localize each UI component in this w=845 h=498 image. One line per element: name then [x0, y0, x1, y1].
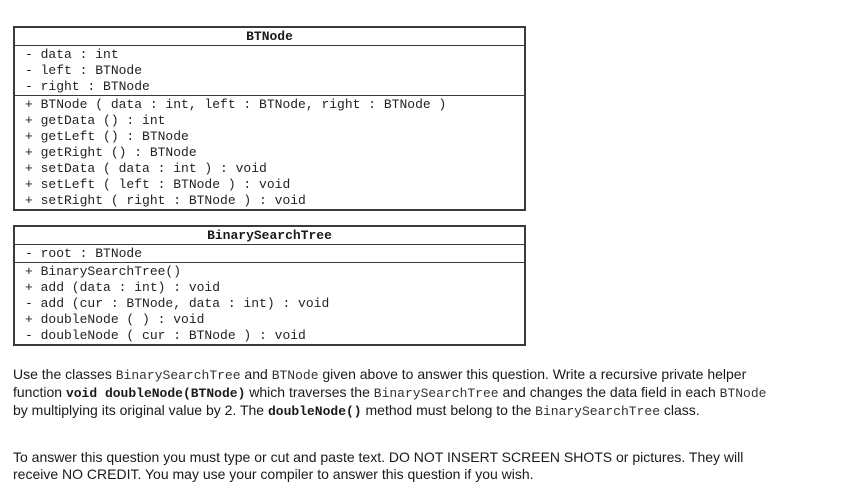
- btnode-attr-right: - right : BTNode: [25, 79, 150, 94]
- bst-method-doublenode-private: - doubleNode ( cur : BTNode ) : void: [25, 328, 306, 343]
- question-text: [13, 366, 773, 420]
- code-btnode: BTNode: [719, 386, 767, 401]
- btnode-method-setright: + setRight ( right : BTNode ) : void: [25, 193, 306, 208]
- btnode-method-setleft: + setLeft ( left : BTNode ) : void: [25, 177, 291, 192]
- btnode-class-title: BTNode: [15, 28, 524, 46]
- bst-method-add-public: + add (data : int) : void: [25, 280, 221, 295]
- btnode-attributes: [15, 46, 524, 96]
- question-part-1: Use the classes: [13, 366, 116, 382]
- code-binarysearchtree: BinarySearchTree: [115, 368, 241, 383]
- btnode-class-box: [13, 26, 526, 211]
- question-part-3: given above to answer this question. Write a recursive private helper function: [13, 366, 747, 400]
- question-part-5: and changes the data field in each: [498, 384, 720, 400]
- question-part-4: which traverses the: [245, 384, 374, 400]
- question-part-2: and: [240, 366, 272, 382]
- question-part-6: by multiplying its original value by 2. The: [13, 402, 268, 418]
- bst-method-add-private: - add (cur : BTNode, data : int) : void: [25, 296, 330, 311]
- bst-class-box: [13, 225, 526, 346]
- bst-methods: [15, 263, 524, 344]
- btnode-attr-left: - left : BTNode: [25, 63, 143, 78]
- instructions-text: To answer this question you must type or cut and paste text. DO NOT INSERT SCREEN SHOTS or pictures. They will receive NO CREDIT. You may use your compiler to answer this question if you wish.: [13, 449, 744, 482]
- btnode-method-getright: + getRight () : BTNode: [25, 145, 197, 160]
- question-part-7: method must belong to the: [361, 402, 536, 418]
- btnode-method-getdata: + getData () : int: [25, 113, 166, 128]
- code-btnode: BTNode: [271, 368, 319, 383]
- bst-attr-root: - root : BTNode: [25, 246, 143, 261]
- btnode-method-constructor: + BTNode ( data : int, left : BTNode, right : BTNode ): [25, 97, 447, 112]
- bst-method-doublenode-public: + doubleNode ( ) : void: [25, 312, 205, 327]
- code-doublenode-signature: void doubleNode(BTNode): [65, 386, 246, 401]
- question-part-8: class.: [660, 402, 700, 418]
- bst-method-constructor: + BinarySearchTree(): [25, 264, 182, 279]
- btnode-methods: [15, 96, 524, 209]
- code-doublenode-method: doubleNode(): [267, 404, 362, 419]
- btnode-attr-data: - data : int: [25, 47, 119, 62]
- btnode-method-getleft: + getLeft () : BTNode: [25, 129, 189, 144]
- bst-class-title: BinarySearchTree: [15, 227, 524, 245]
- code-binarysearchtree: BinarySearchTree: [373, 386, 499, 401]
- bst-attributes: [15, 245, 524, 263]
- code-binarysearchtree: BinarySearchTree: [535, 404, 660, 419]
- btnode-method-setdata: + setData ( data : int ) : void: [25, 161, 267, 176]
